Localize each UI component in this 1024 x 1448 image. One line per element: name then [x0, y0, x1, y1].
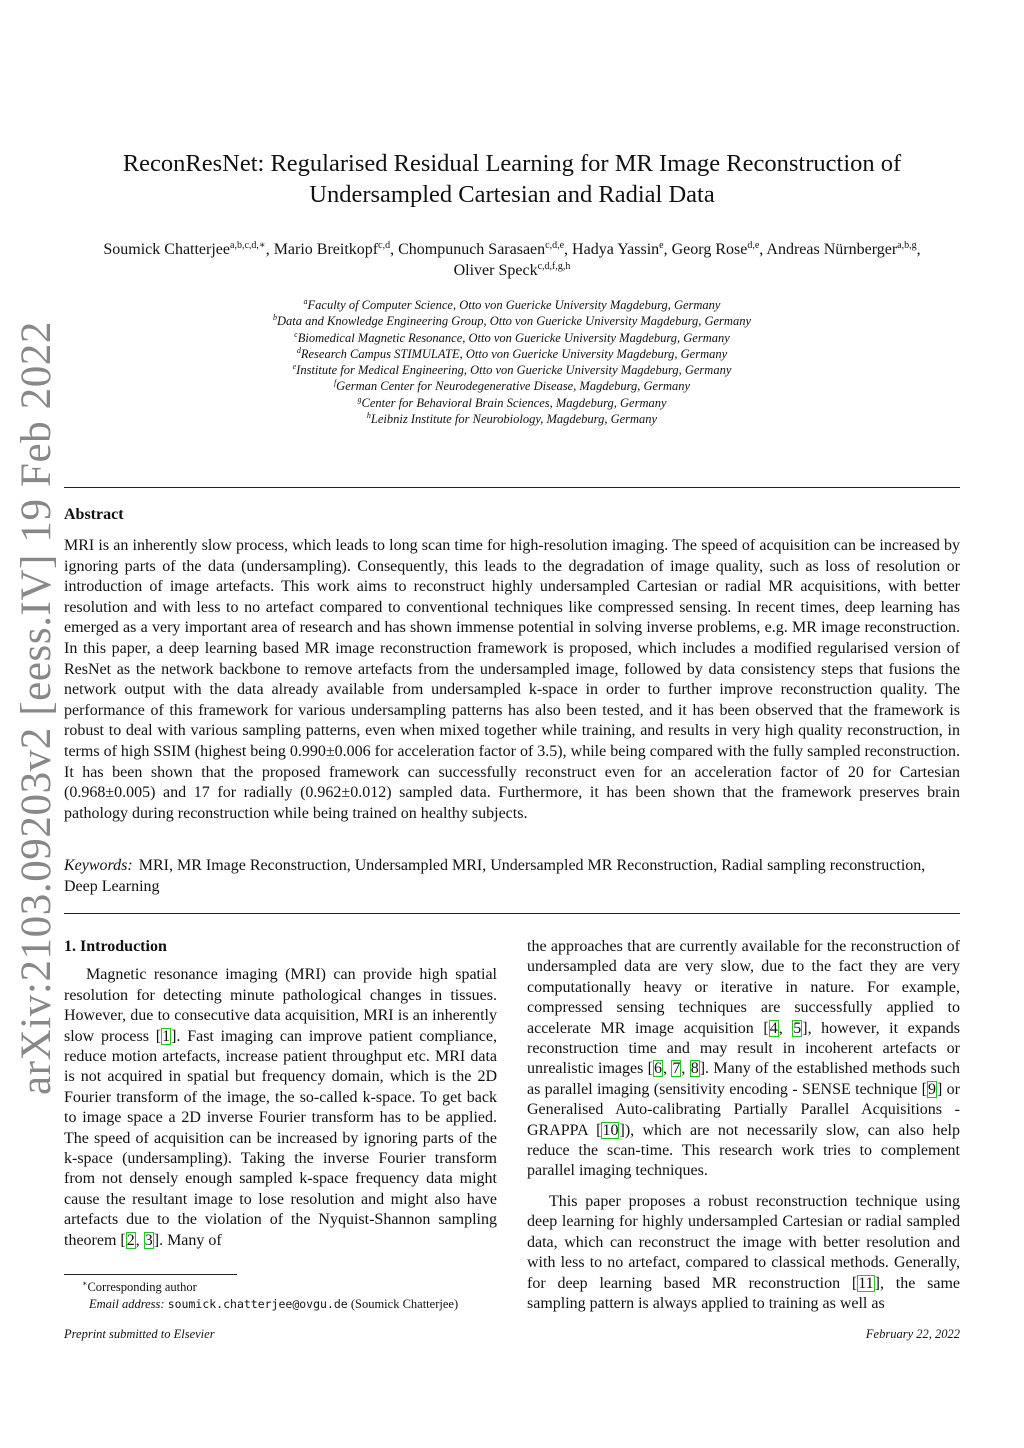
affiliation — [64, 378, 960, 394]
footer-date: February 22, 2022 — [865, 1327, 960, 1341]
email-address-link[interactable]: soumick.chatterjee@ovgu.de — [167, 1297, 348, 1311]
affiliation-text: Research Campus STIMULATE, Otto von Guericke University Magdeburg, Germany — [300, 346, 728, 361]
citation-link[interactable]: 6 — [654, 1060, 662, 1078]
affiliation — [64, 346, 960, 362]
citation-link[interactable]: 10 — [602, 1121, 619, 1139]
abstract-heading: Abstract — [64, 506, 124, 523]
author-affil-marks: c,d — [378, 240, 391, 251]
title-line-1: ReconResNet: Regularised Residual Learning for MR Image Reconstruction of — [122, 150, 902, 177]
corresponding-author-note — [64, 1279, 497, 1296]
citation-link[interactable]: 5 — [793, 1019, 802, 1037]
footnote-mark: ∗ — [82, 1279, 88, 1288]
footer-journal: Preprint submitted to Elsevier — [64, 1327, 215, 1341]
left-column — [64, 937, 497, 1251]
author-name: Chompunuch Sarasaen — [398, 241, 546, 258]
affiliation-mark: e — [292, 362, 297, 372]
intro-paragraph-2: the approaches that are currently available for the reconstruction of undersampled data are very slow, due to the fact they are very computationally heavy or iterative in nature. For example, compressed sensing techniques are successfully applied to accelerate MR image acquisition [4, 5], however, it expands reconstruction time and may result in incoherent artefacts or unrealistic images [6, 7, 8]. Many of the established methods such as parallel imaging (sensitivity encoding - SENSE technique [9] or Generalised Auto-calibrating Partially Parallel Acquisitions - GRAPPA [10]), which are not necessarily slow, can also help reduce the scan-time. This research work tries to complement parallel imaging techniques. — [527, 938, 961, 1180]
section-heading-introduction: 1. Introduction — [64, 938, 167, 955]
intro-paragraph-3: This paper proposes a robust reconstruction technique using deep learning for highly undersampled Cartesian or radial sampled data, which can reconstruct the image with better resolution and with less to no artefact, compared to classical methods. Generally, for deep learning based MR reconstruction [11], the same sampling pattern is always applied to training as well as — [527, 1192, 960, 1312]
author-affil-marks: e — [659, 240, 664, 251]
affiliation — [64, 313, 960, 329]
author-line-1 — [64, 239, 960, 260]
arxiv-identifier: arXiv:2103.09203v2 [eess.IV] 19 Feb 2022 — [13, 320, 60, 1095]
citation-link[interactable]: 11 — [858, 1274, 874, 1292]
author-name: Georg Rose — [671, 241, 748, 258]
affiliation-mark: g — [357, 394, 362, 404]
right-column — [527, 937, 960, 1314]
affiliation-text: Faculty of Computer Science, Otto von Guericke University Magdeburg, Germany — [307, 298, 721, 312]
title-line-2: Undersampled Cartesian and Radial Data — [309, 181, 715, 208]
affiliation-text: Leibniz Institute for Neurobiology, Magdeburg, Germany — [370, 412, 658, 427]
affiliation-mark: d — [296, 345, 301, 355]
abstract-text: MRI is an inherently slow process, which leads to long scan time for high-resolution imaging. The speed of acquisition can be increased by ignoring parts of the data (undersampling). Consequently, this leads to the degradation of image quality, such as loss of resolution or introduction of image artefacts. This work aims to reconstruct highly undersampled Cartesian or radial MR acquisitions, with better resolution and with less to no artefact compared to conventional techniques like compressed sensing. In recent times, deep learning has emerged as a very important area of research and has shown immense potential in solving inverse problems, e.g. MR image reconstruction. In this paper, a deep learning based MR image reconstruction framework is proposed, which includes a modified regularised version of ResNet as the network backbone to remove artefacts from the undersampled image, followed by data consistency steps that fusions the network output with the data already available from undersampled k-space in order to further improve reconstruction quality. The performance of this framework for various undersampling patterns has also been tested, and it has been observed that the framework is robust to deal with various sampling patterns, even when mixed together while training, and results in very high quality reconstruction, in terms of high SSIM (highest being 0.990±0.006 for acceleration factor of 3.5), while being compared with the fully sampled reconstruction. It has been shown that the proposed framework can successfully reconstruct even for an acceleration factor of 20 for Cartesian (0.968±0.005) and 17 for radially (0.962±0.012) sampled data. Furthermore, it has been shown that the framework preserves brain pathology during reconstruction while being trained on healthy subjects. — [64, 537, 960, 822]
affiliation-text: Data and Knowledge Engineering Group, Otto von Guericke University Magdeburg, Germany — [277, 314, 751, 329]
author-line-2 — [64, 260, 960, 281]
author-name: Mario Breitkopf — [273, 241, 379, 258]
keywords — [64, 856, 960, 897]
affiliation-text: Institute for Medical Engineering, Otto von Guericke University Magdeburg, Germany — [296, 363, 732, 378]
affiliation-text: Biomedical Magnetic Resonance, Otto von Guericke University Magdeburg, Germany — [297, 330, 730, 345]
footnote-rule — [64, 1274, 237, 1275]
abstract-bottom-rule — [64, 913, 960, 914]
author-affil-marks: c,d,f,g,h — [537, 261, 571, 272]
citation-link[interactable]: 8 — [690, 1060, 699, 1078]
email-owner: (Soumick Chatterjee) — [350, 1297, 459, 1311]
affiliation-mark: a — [303, 297, 308, 306]
affiliation-list — [64, 297, 960, 427]
affiliation — [64, 362, 960, 378]
keywords-text: MRI, MR Image Reconstruction, Undersampled MRI, Undersampled MR Reconstruction, Radial sampling reconstruction, Deep Learning — [64, 857, 926, 895]
email-note — [64, 1296, 497, 1313]
citation-link[interactable]: 9 — [928, 1080, 936, 1098]
author-name: Soumick Chatterjee — [103, 241, 231, 258]
author-name: Hadya Yassin — [572, 241, 660, 258]
author-name: Oliver Speck — [453, 262, 538, 279]
citation-link[interactable]: 7 — [672, 1060, 681, 1078]
affiliation-text: Center for Behavioral Brain Sciences, Magdeburg, Germany — [361, 395, 667, 410]
author-separator: , — [390, 241, 399, 258]
author-separator: , — [564, 241, 573, 258]
email-label: Email address: — [89, 1297, 165, 1311]
author-separator: , — [265, 241, 274, 258]
affiliation-mark: c — [294, 329, 298, 339]
abstract-top-rule — [64, 487, 960, 488]
author-name: Andreas Nürnberger — [766, 241, 898, 258]
paragraph-gap — [527, 1182, 960, 1192]
footnote — [64, 1279, 497, 1313]
affiliation-mark: h — [366, 411, 371, 421]
author-separator: , — [916, 241, 921, 258]
author-affil-marks: a,b,c,d,∗ — [230, 240, 266, 251]
keywords-label: Keywords: — [64, 857, 133, 874]
author-separator: , — [663, 241, 672, 258]
citation-link[interactable]: 4 — [769, 1019, 778, 1037]
corresponding-author-label: Corresponding author — [87, 1280, 197, 1294]
author-list — [64, 239, 960, 281]
author-affil-marks: c,d,e — [545, 240, 565, 251]
affiliation-mark: f — [333, 378, 337, 388]
affiliation — [64, 297, 960, 313]
author-separator: , — [759, 241, 767, 258]
paper-title — [64, 148, 960, 210]
citation-link[interactable]: 3 — [144, 1231, 153, 1249]
citation-link[interactable]: 2 — [126, 1231, 135, 1249]
author-affil-marks: a,b,g — [897, 240, 917, 251]
affiliation — [64, 411, 960, 427]
intro-paragraph-1: Magnetic resonance imaging (MRI) can provide high spatial resolution for detecting minute pathological changes in tissues. However, due to consecutive data acquisition, MRI is an inherently slow process [1]. Fast imaging can improve patient compliance, reduce motion artefacts, increase patient throughput etc. MRI data is not acquired in spatial but frequency domain, which is the 2D Fourier transform of the image, the so-called k-space. To get back to image space a 2D inverse Fourier transform has to be applied. The speed of acquisition can be increased by ignoring parts of the k-space (undersampling). Taking the inverse Fourier transform from not densely enough sampled k-space frequency data might cause the resultant image to lose resolution and might also have artefacts due to the violation of the Nyquist-Shannon sampling theorem [2, 3]. Many of — [64, 966, 497, 1249]
affiliation-mark: b — [273, 313, 277, 323]
citation-link[interactable]: 1 — [162, 1027, 171, 1045]
author-affil-marks: d,e — [747, 240, 760, 251]
affiliation — [64, 395, 960, 411]
affiliation — [64, 330, 960, 346]
affiliation-text: German Center for Neurodegenerative Disease, Magdeburg, Germany — [336, 379, 691, 394]
